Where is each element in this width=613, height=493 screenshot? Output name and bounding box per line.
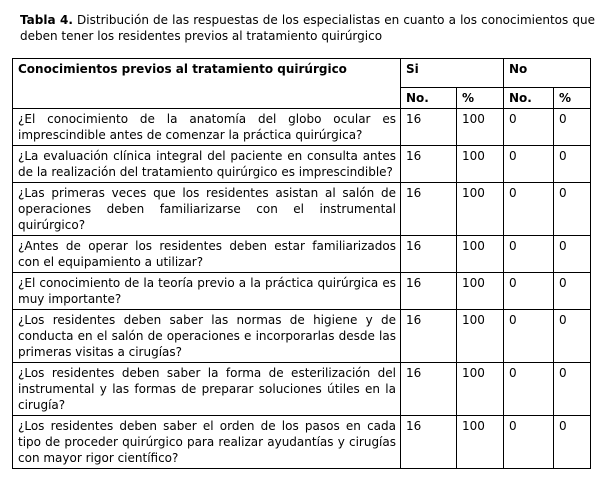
table-row (13, 416, 591, 469)
header-question-column: Conocimientos previos al tratamiento quirúrgico (13, 59, 401, 109)
table-row (13, 146, 591, 183)
no-percent-cell: 0 (554, 310, 591, 363)
si-count-cell: 16 (401, 416, 457, 469)
table-row (13, 183, 591, 236)
si-percent-cell: 100 (457, 236, 504, 273)
no-percent-cell: 0 (554, 363, 591, 416)
no-percent-cell: 0 (554, 146, 591, 183)
table-row (13, 109, 591, 146)
header-si: Si (401, 59, 504, 88)
si-percent-cell: 100 (457, 273, 504, 310)
no-percent-cell: 0 (554, 183, 591, 236)
si-count-cell: 16 (401, 109, 457, 146)
no-percent-cell: 0 (554, 109, 591, 146)
subheader-no-count: No. (504, 88, 554, 109)
si-count-cell: 16 (401, 363, 457, 416)
table-caption-text: Distribución de las respuestas de los especialistas en cuanto a los conocimientos que deben tener los residentes previos al tratamiento quirúrgico (20, 13, 595, 43)
no-count-cell: 0 (504, 236, 554, 273)
si-percent-cell: 100 (457, 416, 504, 469)
table-row (13, 236, 591, 273)
question-cell: ¿Los residentes deben saber la forma de esterilización del instrumental y las formas de preparar soluciones útiles en la cirugía? (13, 363, 401, 416)
no-percent-cell: 0 (554, 236, 591, 273)
survey-table (12, 58, 591, 469)
question-cell: ¿Los residentes deben saber las normas de higiene y de conducta en el salón de operaciones e incorporarlas desde las primeras visitas a cirugías? (13, 310, 401, 363)
si-percent-cell: 100 (457, 109, 504, 146)
table-row (13, 363, 591, 416)
question-cell: ¿El conocimiento de la anatomía del globo ocular es imprescindible antes de comenzar la práctica quirúrgica? (13, 109, 401, 146)
no-count-cell: 0 (504, 310, 554, 363)
question-cell: ¿La evaluación clínica integral del paciente en consulta antes de la realización del tratamiento quirúrgico es imprescindible? (13, 146, 401, 183)
subheader-si-count: No. (401, 88, 457, 109)
no-percent-cell: 0 (554, 273, 591, 310)
no-count-cell: 0 (504, 183, 554, 236)
no-count-cell: 0 (504, 363, 554, 416)
si-percent-cell: 100 (457, 183, 504, 236)
question-cell: ¿El conocimiento de la teoría previo a la práctica quirúrgica es muy importante? (13, 273, 401, 310)
question-cell: ¿Las primeras veces que los residentes asistan al salón de operaciones deben familiarizarse con el instrumental quirúrgico? (13, 183, 401, 236)
si-count-cell: 16 (401, 146, 457, 183)
header-no: No (504, 59, 591, 88)
si-count-cell: 16 (401, 273, 457, 310)
table-caption (20, 12, 595, 44)
si-count-cell: 16 (401, 310, 457, 363)
table-row (13, 273, 591, 310)
question-cell: ¿Los residentes deben saber el orden de los pasos en cada tipo de proceder quirúrgico para realizar ayudantías y cirugías con mayor rigor científico? (13, 416, 401, 469)
table-caption-label: Tabla 4. (20, 13, 73, 27)
no-count-cell: 0 (504, 146, 554, 183)
no-percent-cell: 0 (554, 416, 591, 469)
no-count-cell: 0 (504, 416, 554, 469)
no-count-cell: 0 (504, 109, 554, 146)
no-count-cell: 0 (504, 273, 554, 310)
subheader-si-percent: % (457, 88, 504, 109)
si-percent-cell: 100 (457, 310, 504, 363)
table-row (13, 310, 591, 363)
subheader-no-percent: % (554, 88, 591, 109)
question-cell: ¿Antes de operar los residentes deben estar familiarizados con el equipamiento a utilizar? (13, 236, 401, 273)
si-percent-cell: 100 (457, 363, 504, 416)
si-percent-cell: 100 (457, 146, 504, 183)
si-count-cell: 16 (401, 236, 457, 273)
si-count-cell: 16 (401, 183, 457, 236)
